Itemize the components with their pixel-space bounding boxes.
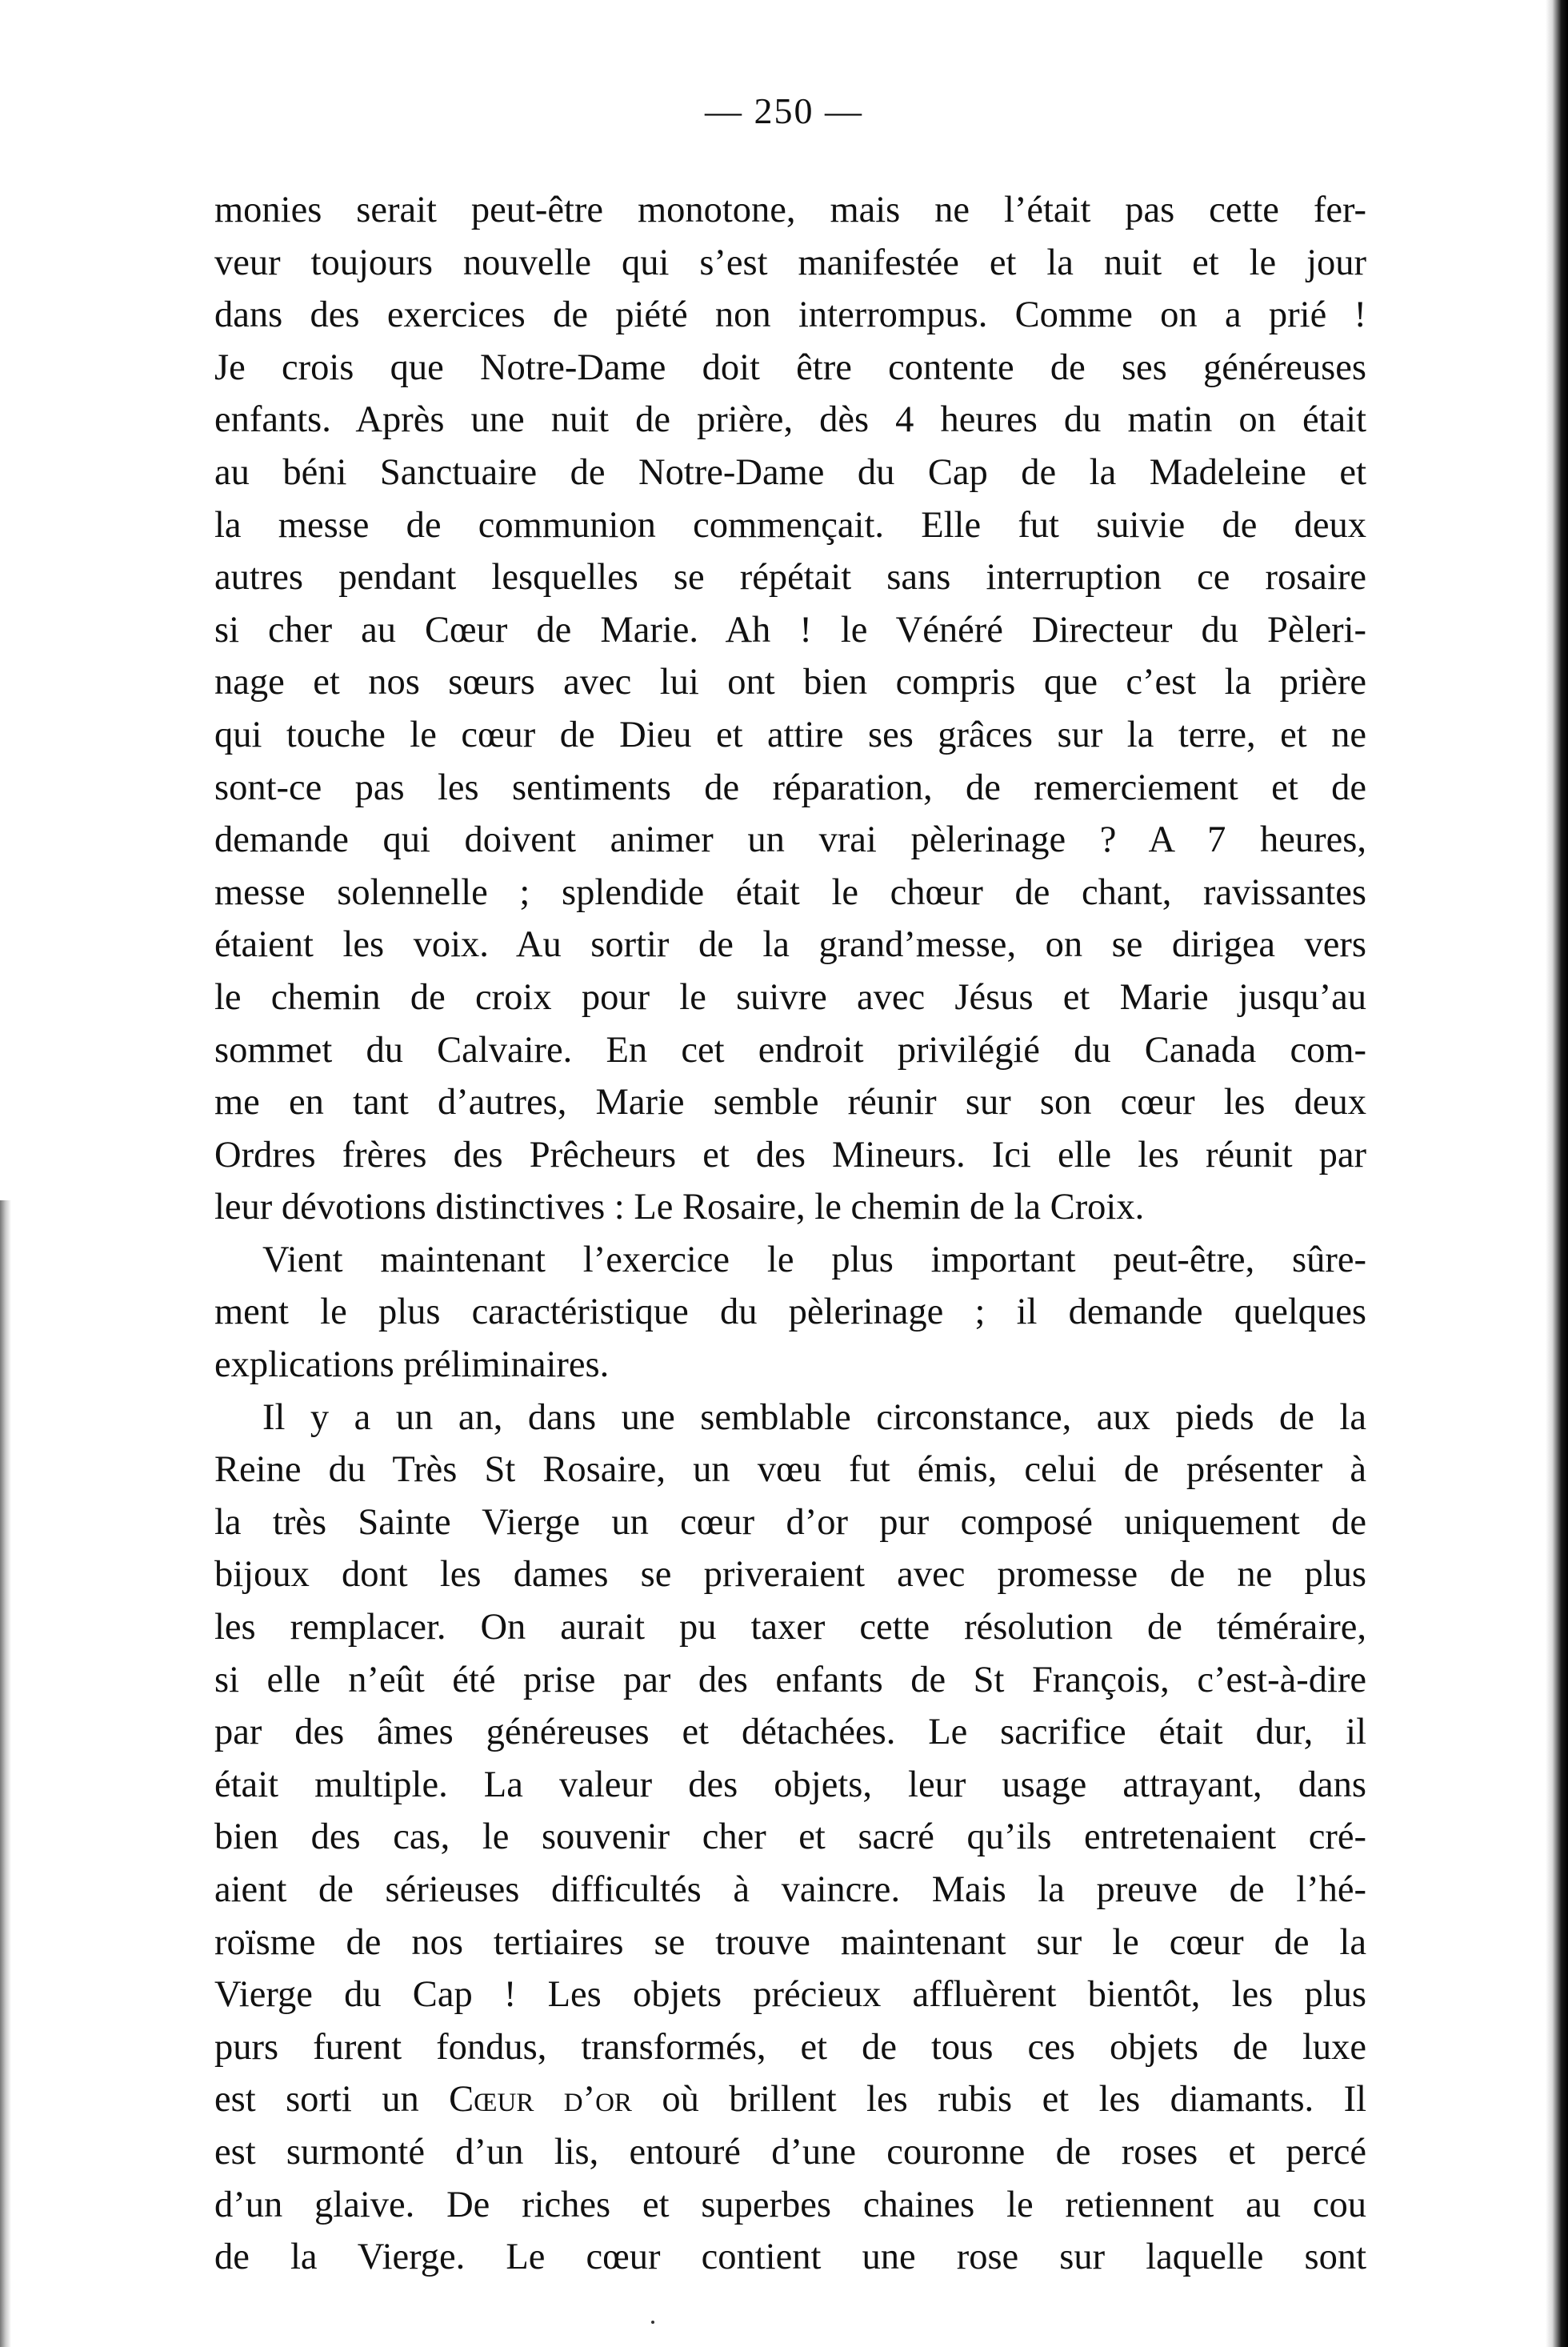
text-line: Ordres frères des Prêcheurs et des Mineurs. Ici elle les réunit par [214,1134,1366,1176]
text-line: la messe de communion commençait. Elle fut suivie de deux [214,504,1366,546]
text-line-with-smallcaps [214,2073,1366,2126]
text-line: si cher au Cœur de Marie. Ah ! le Vénéré Directeur du Pèleri- [214,609,1366,651]
text-line: le chemin de croix pour le suivre avec Jésus et Marie jusqu’au [214,976,1366,1018]
text-line: purs furent fondus, transformés, et de tous ces objets de luxe [214,2026,1366,2068]
text-line: la très Sainte Vierge un cœur d’or pur composé uniquement de [214,1501,1366,1543]
text-fragment: où brillent les rubis et les diamants. Il [662,2079,1367,2121]
text-line: dans des exercices de piété non interrompus. Comme on a prié ! [214,294,1366,336]
text-line: veur toujours nouvelle qui s’est manifestée et la nuit et le jour [214,242,1366,283]
text-line: nage et nos sœurs avec lui ont bien compris que c’est la prière [214,662,1366,703]
page-number: — 250 — [705,90,863,131]
text-line: leur dévotions distinctives : Le Rosaire, le chemin de la Croix. [214,1187,1145,1228]
smallcaps-coeur-dor: Cœur d’or [449,2079,632,2121]
text-line: étaient les voix. Au sortir de la grand’messe, on se dirigea vers [214,924,1366,966]
text-line: me en tant d’autres, Marie semble réunir sur son cœur les deux [214,1082,1366,1123]
scan-speck [651,2321,654,2324]
scan-edge-shadow-right [1546,0,1568,2347]
text-line: messe solennelle ; splendide était le chœur de chant, ravissantes [214,871,1366,913]
text-line: demande qui doivent animer un vrai pèlerinage ? A 7 heures, [214,819,1366,861]
body-text [214,184,1366,2284]
text-line: est surmonté d’un lis, entouré d’une couronne de roses et percé [214,2131,1366,2173]
text-line: si elle n’eût été prise par des enfants de St François, c’est-à-dire [214,1659,1366,1700]
text-line: sont-ce pas les sentiments de réparation, de remerciement et de [214,767,1366,808]
text-fragment: est sorti un [214,2079,419,2121]
text-line: d’un glaive. De riches et superbes chaines le retiennent au cou [214,2184,1366,2225]
text-line: bien des cas, le souvenir cher et sacré qu’ils entretenaient cré- [214,1816,1366,1858]
text-line: monies serait peut-être monotone, mais ne l’était pas cette fer- [214,190,1366,230]
text-line: les remplacer. On aurait pu taxer cette résolution de téméraire, [214,1607,1366,1648]
text-line: qui touche le cœur de Dieu et attire ses grâces sur la terre, et ne [214,714,1366,755]
paragraph-first-line: Il y a un an, dans une semblable circonstance, aux pieds de la [262,1396,1366,1438]
text-line: roïsme de nos tertiaires se trouve maintenant sur le cœur de la [214,1921,1366,1963]
text-line: de la Vierge. Le cœur contient une rose sur laquelle sont [214,2237,1366,2278]
text-line: bijoux dont les dames se priveraient avec promesse de ne plus [214,1554,1366,1596]
text-line: Vierge du Cap ! Les objets précieux affluèrent bientôt, les plus [214,1974,1366,2016]
text-line: au béni Sanctuaire de Notre-Dame du Cap de la Madeleine et [214,451,1366,493]
text-line: sommet du Calvaire. En cet endroit privilégié du Canada com- [214,1029,1366,1071]
text-line: explications préliminaires. [214,1344,610,1386]
text-line: autres pendant lesquelles se répétait sans interruption ce rosaire [214,557,1366,599]
text-line: par des âmes généreuses et détachées. Le sacrifice était dur, il [214,1712,1366,1753]
text-line: enfants. Après une nuit de prière, dès 4 heures du matin on était [214,399,1366,441]
text-line: était multiple. La valeur des objets, leur usage attrayant, dans [214,1764,1366,1805]
text-line: Je crois que Notre-Dame doit être contente de ses généreuses [214,346,1366,388]
scan-edge-shadow-left [0,1200,11,2347]
paragraph-first-line: Vient maintenant l’exercice le plus important peut-être, sûre- [262,1239,1366,1280]
text-line: Reine du Très St Rosaire, un vœu fut émis, celui de présenter à [214,1449,1366,1491]
text-line: ment le plus caractéristique du pèlerinage ; il demande quelques [214,1292,1366,1333]
text-line: aient de sérieuses difficultés à vaincre. Mais la preuve de l’hé- [214,1869,1366,1910]
